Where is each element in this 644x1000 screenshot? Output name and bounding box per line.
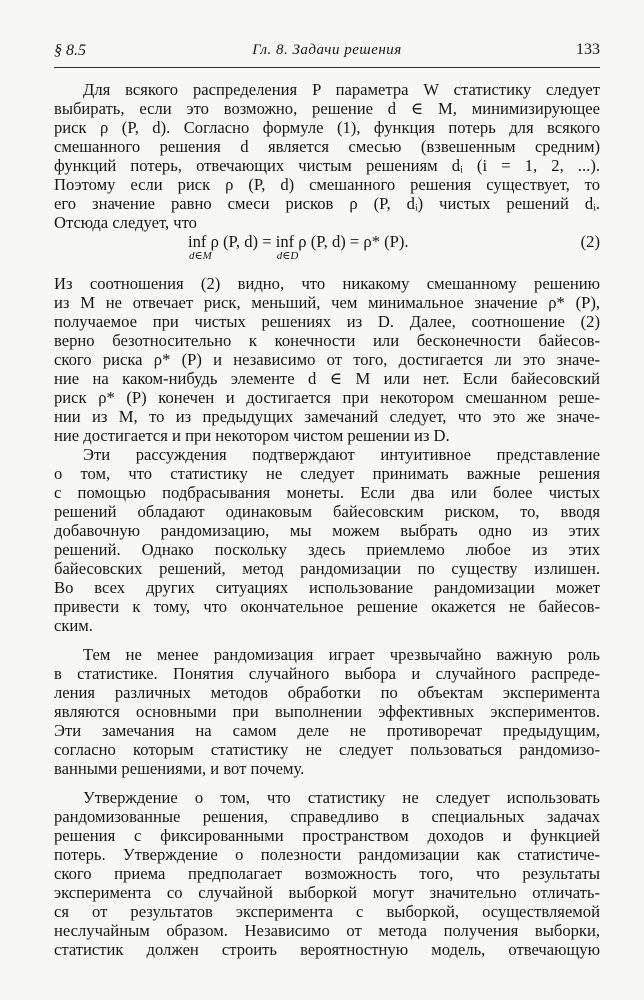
equation-2 <box>54 232 600 274</box>
text-line: ние достигается и при некотором чистом решении из D. <box>54 426 450 445</box>
text-line: ванными решениями, и вот почему. <box>54 759 305 778</box>
text-line: решений обладают одинаковым байесовским риском, то, вводя <box>54 502 600 521</box>
text-line: риск ρ* (P) конечен и достигается при некотором смешанном реше- <box>54 388 600 407</box>
paragraph-3 <box>54 445 600 635</box>
text-line: верно безотносительно к конечности или бесконечности байесов- <box>54 331 600 350</box>
text-line: ского приема предполагает возможность того, что результаты <box>54 864 600 883</box>
text-line: о том, что статистику не следует принимать важные решения <box>54 464 600 483</box>
text-line: рандомизованные решения, справедливо в специальных задачах <box>54 807 600 826</box>
chapter-title: Гл. 8. Задачи решения <box>252 42 402 58</box>
equation-right-argument: ρ (P, d) = ρ* (P). <box>294 232 409 251</box>
text-line: эксперимента со случайной выборкой могут значительно отличать- <box>54 883 600 902</box>
text-line: ся от результатов эксперимента с выборкой, осуществляемой <box>54 902 600 921</box>
text-line: решений. Однако поскольку здесь приемлемо любое из этих <box>54 540 600 559</box>
equation-left-argument: ρ (P, d) = <box>206 232 276 251</box>
text-line: статистик должен строить вероятностную модель, отвечающую <box>54 940 600 959</box>
text-line: ние на каком-нибудь элементе d ∈ M или нет. Если байесовский <box>54 369 600 388</box>
inf-subscript-left: d∈M <box>189 250 212 262</box>
text-line: Эти рассуждения подтверждают интуитивное представление <box>83 445 600 464</box>
text-line: Поэтому если риск ρ (P, d) смешанного решения существует, то <box>54 175 600 194</box>
page-number: 133 <box>576 41 600 58</box>
text-line: Отсюда следует, что <box>54 213 197 232</box>
text-line: Для всякого распределения P параметра W статистику следует <box>83 80 600 99</box>
section-number: § 8.5 <box>54 42 86 59</box>
running-header <box>54 40 600 66</box>
text-line: Во всех других ситуациях использование рандомизации может <box>54 578 600 597</box>
text-line: байесовских решений, метод рандомизации по существу излишен. <box>54 559 600 578</box>
text-line: привести к тому, что окончательное решение окажется не байесов- <box>54 597 600 616</box>
paragraph-4 <box>54 645 600 778</box>
page-body <box>54 80 600 959</box>
inf-subscript-right: d∈D <box>276 250 299 262</box>
paragraph-5 <box>54 788 600 959</box>
text-line: ского риска ρ* (P) и независимо от того, достигается ли это значе- <box>54 350 600 369</box>
text-line: функций потерь, отвечающих чистым решениям dᵢ (i = 1, 2, ...). <box>54 156 600 175</box>
equation-number: (2) <box>580 232 600 251</box>
text-line: неслучайным образом. Независимо от метода получения выборки, <box>54 921 600 940</box>
text-line: ским. <box>54 616 93 635</box>
text-line: выбирать, если это возможно, решение d ∈ M, минимизирующее <box>54 99 600 118</box>
header-rule <box>54 67 600 68</box>
text-line: получаемое при чистых решениях из D. Далее, соотношение (2) <box>54 312 600 331</box>
equation-body <box>188 232 409 262</box>
text-line: его значение равно смеси рисков ρ (P, dᵢ) чистых решений dᵢ. <box>54 194 600 213</box>
paragraph-1 <box>54 80 600 232</box>
text-line: из M не отвечает риск, меньший, чем минимальное значение ρ* (P), <box>54 293 600 312</box>
text-line: решения с фиксированными пространством доходов и функцией <box>54 826 600 845</box>
text-line: риск ρ (P, d). Согласно формуле (1), функция потерь для всякого <box>54 118 600 137</box>
text-line: Тем не менее рандомизация играет чрезвычайно важную роль <box>83 645 600 664</box>
text-line: добавочную рандомизацию, мы можем выбрать одно из этих <box>54 521 600 540</box>
text-line: нии из M, то из предыдущих замечаний следует, что это же значе- <box>54 407 600 426</box>
text-line: с помощью подбрасывания монеты. Если два или более чистых <box>54 483 600 502</box>
text-line: ления различных методов обработки по объектам эксперимента <box>54 683 600 702</box>
text-line: в статистике. Понятия случайного выбора и случайного распреде- <box>54 664 600 683</box>
text-line: смешанного решения d является смесью (взвешенным средним) <box>54 137 600 156</box>
inf-operator-left: inf d∈M <box>188 232 212 262</box>
paragraph-2 <box>54 274 600 445</box>
text-line: согласно которым статистику не следует пользоваться рандомизо- <box>54 740 600 759</box>
text-line: потерь. Утверждение о полезности рандомизации как статистиче- <box>54 845 600 864</box>
text-line: Эти замечания на самом деле не противоречат предыдущим, <box>54 721 600 740</box>
text-line: Утверждение о том, что статистику не следует использовать <box>83 788 600 807</box>
inf-operator-right: inf d∈D <box>275 232 299 262</box>
text-line: Из соотношения (2) видно, что никакому смешанному решению <box>54 274 600 293</box>
text-line: являются основными при выполнении эффективных экспериментов. <box>54 702 600 721</box>
